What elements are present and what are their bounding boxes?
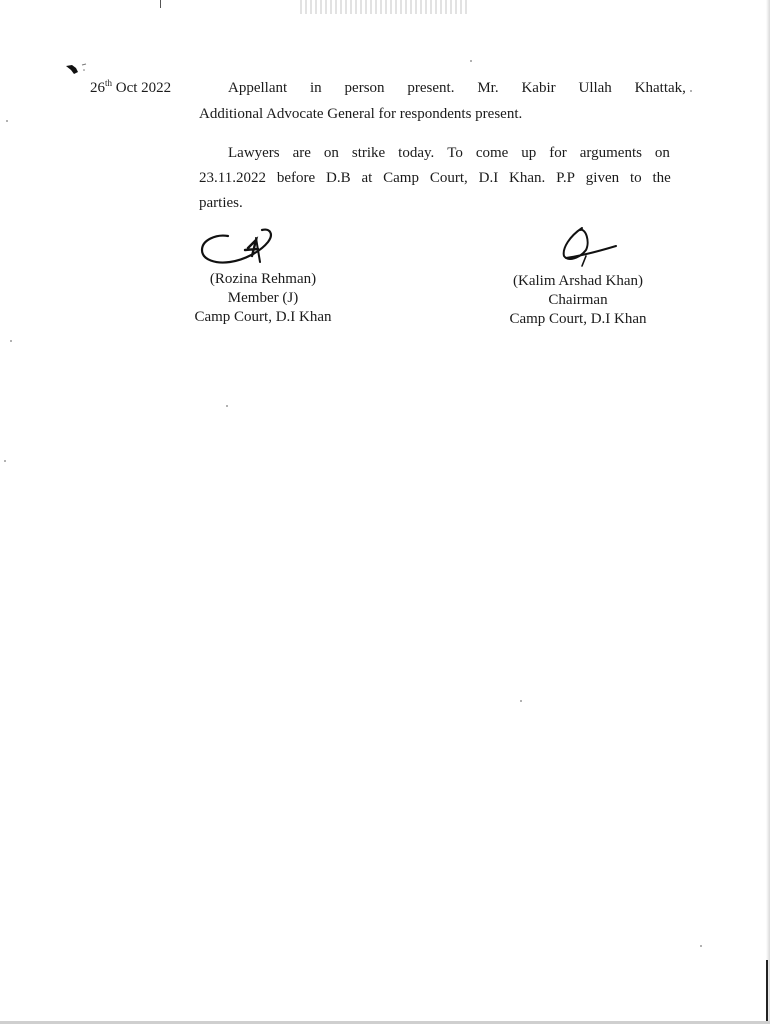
word: arguments xyxy=(579,145,642,161)
paragraph-1-line-1 xyxy=(228,80,686,97)
word: Lawyers xyxy=(228,145,280,161)
word: Khattak, xyxy=(634,80,686,96)
word: before xyxy=(276,170,316,186)
signatory-designation: Member (J) xyxy=(227,290,299,306)
word: come xyxy=(475,145,509,161)
word: at xyxy=(361,170,373,186)
scan-speck xyxy=(6,120,8,122)
signatory-location: Camp Court, D.I Khan xyxy=(509,311,647,327)
signatory-right xyxy=(488,272,668,329)
word: person xyxy=(344,80,385,96)
word: on xyxy=(323,145,339,161)
word: Ullah xyxy=(578,80,612,96)
signatory-designation: Chairman xyxy=(548,292,608,308)
word: Appellant xyxy=(228,80,288,96)
paragraph-2-line-1 xyxy=(228,145,670,162)
signatory-name: (Kalim Arshad Khan) xyxy=(513,273,643,289)
scan-speck xyxy=(520,700,522,702)
scan-speck xyxy=(700,945,702,947)
scan-edge-mark xyxy=(766,960,768,1024)
word: today. xyxy=(398,145,435,161)
signatory-location: Camp Court, D.I Khan xyxy=(194,309,332,325)
word: up xyxy=(521,145,537,161)
word: to xyxy=(629,170,642,186)
word: Mr. xyxy=(477,80,499,96)
word: given xyxy=(585,170,620,186)
scan-speck xyxy=(470,60,472,62)
signature-rozina-rehman xyxy=(198,222,278,272)
word: P.P xyxy=(556,170,575,186)
word: Khan. xyxy=(509,170,546,186)
order-date xyxy=(90,78,171,97)
scan-tick-mark xyxy=(160,0,161,8)
scan-speck xyxy=(4,460,6,462)
scan-speck xyxy=(10,340,12,342)
word: are xyxy=(292,145,311,161)
word: To xyxy=(447,145,463,161)
word: 23.11.2022 xyxy=(199,170,266,186)
scan-noise-band xyxy=(300,0,470,14)
word: for xyxy=(549,145,567,161)
scan-right-edge xyxy=(766,0,770,1024)
word: in xyxy=(310,80,322,96)
word: Camp xyxy=(383,170,419,186)
signature-kalim-arshad-khan xyxy=(556,222,620,270)
scan-speck xyxy=(690,90,692,92)
ink-blot-icon xyxy=(64,62,94,78)
date-suffix: th xyxy=(105,78,113,88)
word: Kabir xyxy=(521,80,556,96)
paragraph-1-line-2: Additional Advocate General for respondents present. xyxy=(199,106,523,122)
word: strike xyxy=(351,145,386,161)
scan-speck xyxy=(226,405,228,407)
paragraph-2-line-2 xyxy=(199,170,671,187)
word: D.B xyxy=(325,170,351,186)
date-rest: Oct 2022 xyxy=(115,80,172,96)
signatory-name: (Rozina Rehman) xyxy=(209,271,317,287)
date-day: 26 xyxy=(90,80,105,96)
paragraph-2-line-3: parties. xyxy=(199,195,243,211)
word: present. xyxy=(407,80,455,96)
word: on xyxy=(654,145,670,161)
word: Court, xyxy=(429,170,468,186)
word: D.I xyxy=(478,170,499,186)
word: the xyxy=(652,170,671,186)
signatory-left xyxy=(170,270,356,327)
